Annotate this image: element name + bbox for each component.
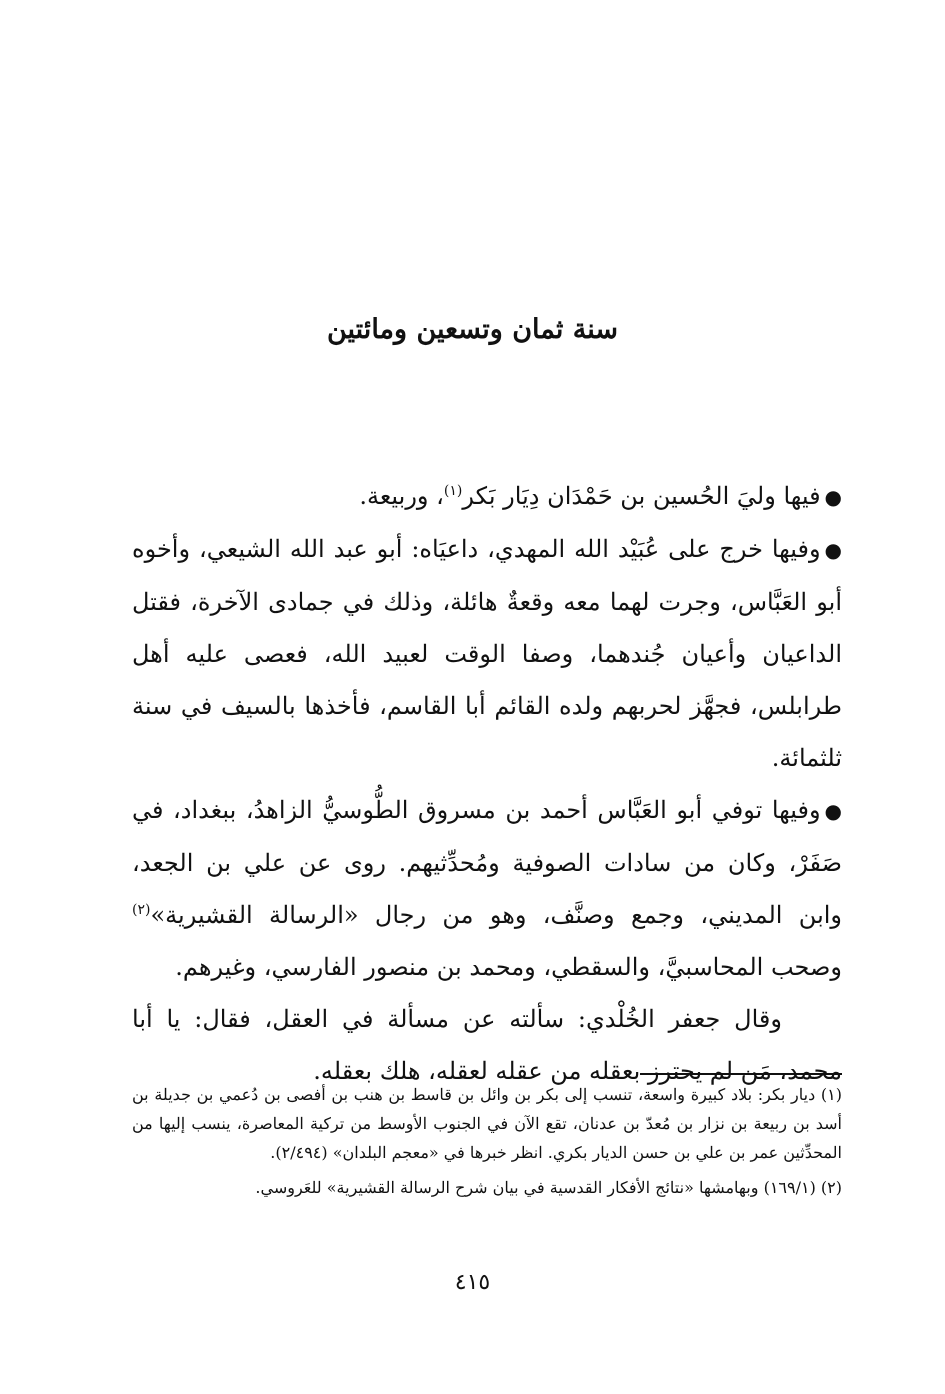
paragraph-2 [132, 523, 842, 784]
footnote-divider [640, 1073, 842, 1075]
bullet-icon: ● [824, 799, 842, 823]
footnote-ref-2: (٢) [132, 902, 151, 918]
paragraph-3-text-a: وفيها توفي أبو العَبَّاس أحمد بن مسروق الطُّوسيُّ الزاهدُ، ببغداد، في صَفَرْ، وكان من سادات الصوفية ومُحدِّثيهم. روى عن علي بن الجعد، وابن المديني، وجمع وصنَّف، وهو من رجال «الرسالة القشيرية» [132, 796, 842, 929]
paragraph-2-text: وفيها خرج على عُبَيْد الله المهدي، داعيَاه: أبو عبد الله الشيعي، وأخوه أبو العَبَّاس، وجرت لهما معه وقعةٌ هائلة، وذلك في جمادى الآخرة، فقتل الداعيان وأعيان جُندهما، وصفا الوقت لعبيد الله، فعصى عليه أهل طرابلس، فجهَّز لحربهم ولده القائم أبا القاسم، فأخذها بالسيف في سنة ثلثمائة. [132, 535, 843, 772]
page-title: سنة ثمان وتسعين ومائتين [326, 314, 619, 345]
paragraph-4-text: وقال جعفر الخُلْدي: سألته عن مسألة في العقل، فقال: يا أبا محمد، مَن لم يحترز بعقله من عقله لعقله، هلك بعقله. [132, 1005, 842, 1085]
body-text [132, 470, 842, 1097]
page-number: ٤١٥ [454, 1270, 491, 1295]
bullet-icon: ● [824, 485, 842, 509]
footnotes [132, 1080, 842, 1202]
paragraph-1-text-b: ، وربيعة. [359, 482, 444, 510]
paragraph-3-text-b: وصحب المحاسبيَّ، والسقطي، ومحمد بن منصور الفارسي، وغيرهم. [175, 953, 842, 981]
paragraph-1 [132, 470, 842, 523]
footnote-1: (١) ديار بكر: بلاد كبيرة واسعة، تنسب إلى بكر بن وائل بن قاسط بن هنب بن أفصى بن دُعمي بن جديلة بن أسد بن ربيعة بن نزار بن مُعدّ بن عدنان، تقع الآن في الجنوب الأوسط من تركية المعاصرة، ينسب إليها من المحدِّثين عمر بن علي بن حسن الديار بكري. انظر خبرها في «معجم البلدان» (٢/٤٩٤). [132, 1085, 842, 1162]
paragraph-1-text-a: فيها وليَ الحُسين بن حَمْدَان دِيَار بَكر [462, 482, 821, 510]
footnote-ref-1: (١) [443, 483, 463, 499]
footnote-2: (٢) (١٦٩/١) وبهامشها «نتائج الأفكار القدسية في بيان شرح الرسالة القشيرية» للعَروسي. [255, 1178, 842, 1197]
paragraph-3 [132, 784, 842, 993]
bullet-icon: ● [824, 538, 842, 562]
